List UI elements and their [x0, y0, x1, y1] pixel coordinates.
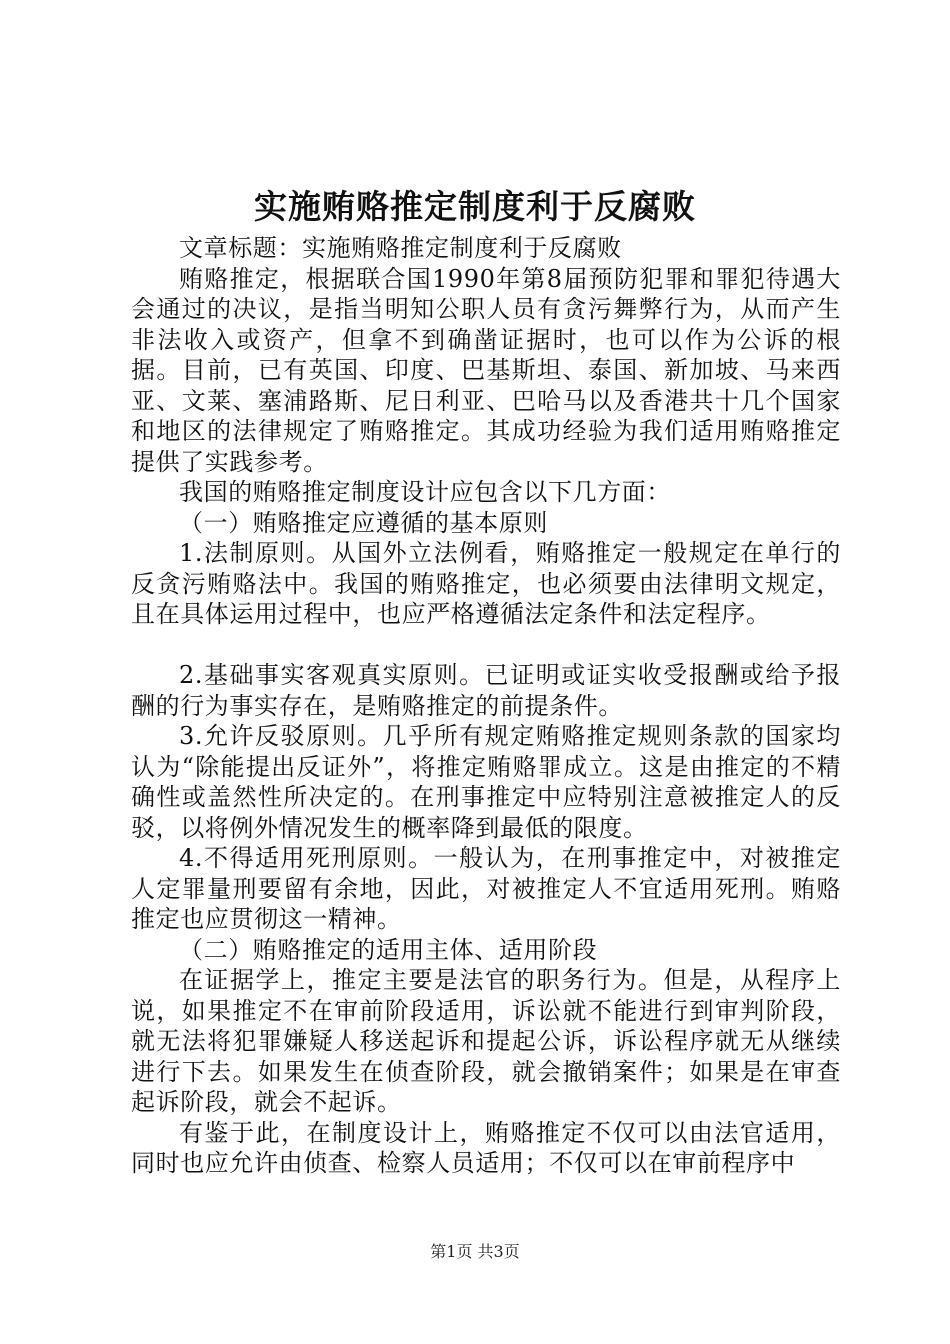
document-body	[131, 233, 841, 1179]
principle-objective-facts: 2.基础事实客观真实原则。已证明或证实收受报酬或给予报酬的行为事实存在，是贿赂推定的前提条件。	[131, 661, 841, 720]
document-title: 实施贿赂推定制度利于反腐败	[254, 187, 696, 226]
page-footer: 第1页 共3页	[430, 1242, 520, 1261]
article-title-line: 文章标题：实施贿赂推定制度利于反腐败	[179, 234, 622, 262]
principle-no-death-penalty: 4.不得适用死刑原则。一般认为，在刑事推定中，对被推定人定罪量刑要留有余地，因此，对被推定人不宜适用死刑。贿赂推定也应贯彻这一精神。	[131, 844, 841, 933]
paragraph-system-design: 有鉴于此，在制度设计上，贿赂推定不仅可以由法官适用，同时也应允许由侦查、检察人员适用；不仅可以在审前程序中	[131, 1118, 841, 1177]
paragraph-definition: 贿赂推定，根据联合国1990年第8届预防犯罪和罪犯待遇大会通过的决议，是指当明知公职人员有贪污舞弊行为，从而产生非法收入或资产，但拿不到确凿证据时，也可以作为公诉的根据。目前，已有英国、印度、巴基斯坦、泰国、新加坡、马来西亚、文莱、塞浦路斯、尼日利亚、巴哈马以及香港共十几个国家和地区的法律规定了贿赂推定。其成功经验为我们适用贿赂推定提供了实践参考。	[131, 264, 841, 476]
principle-legality: 1.法制原则。从国外立法例看，贿赂推定一般规定在单行的反贪污贿赂法中。我国的贿赂推定，也必须要由法律明文规定，且在具体运用过程中，也应严格遵循法定条件和法定程序。	[131, 539, 841, 628]
paragraph-evidence-law: 在证据学上，推定主要是法官的职务行为。但是，从程序上说，如果推定不在审前阶段适用，诉讼就不能进行到审判阶段，就无法将犯罪嫌疑人移送起诉和提起公诉，诉讼程序就无从继续进行下去。如果发生在侦查阶段，就会撤销案件；如果是在审查起诉阶段，就会不起诉。	[131, 966, 841, 1116]
blank-line	[131, 630, 841, 661]
paragraph-design-intro: 我国的贿赂推定制度设计应包含以下几方面：	[179, 478, 671, 506]
section-heading-subjects-stages: （二）贿赂推定的适用主体、适用阶段	[179, 935, 598, 964]
principle-rebuttal: 3.允许反驳原则。几乎所有规定贿赂推定规则条款的国家均认为“除能提出反证外”，将推定贿赂罪成立。这是由推定的不精确性或盖然性所决定的。在刑事推定中应特别注意被推定人的反驳，以将例外情况发生的概率降到最低的限度。	[131, 722, 841, 842]
section-heading-principles: （一）贿赂推定应遵循的基本原则	[179, 508, 548, 537]
